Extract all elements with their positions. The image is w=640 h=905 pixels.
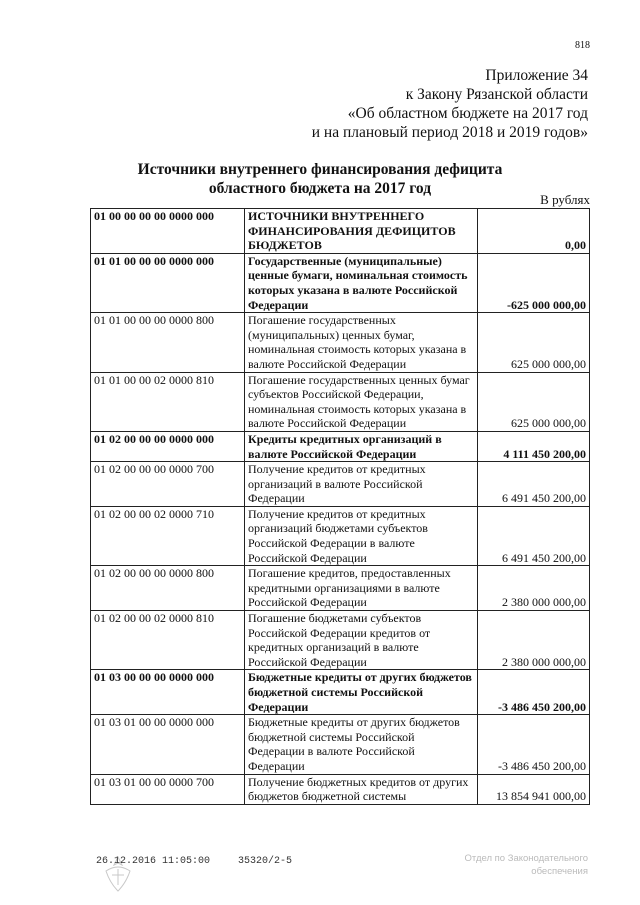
row-name: ИСТОЧНИКИ ВНУТРЕННЕГО ФИНАНСИРОВАНИЯ ДЕФИЦИТОВ БЮДЖЕТОВ: [245, 209, 478, 254]
row-amount: 625 000 000,00: [478, 313, 590, 372]
row-name: Бюджетные кредиты от других бюджетов бюджетной системы Российской Федерации: [245, 670, 478, 715]
table-row: [91, 209, 590, 254]
table-row: [91, 670, 590, 715]
row-code: 01 02 00 00 02 0000 810: [91, 611, 245, 670]
appendix-line-4: и на плановый период 2018 и 2019 годов»: [311, 124, 588, 141]
table-body: [91, 209, 590, 805]
row-name: Государственные (муниципальные) ценные бумаги, номинальная стоимость которых указана в валюте Российской Федерации: [245, 253, 478, 312]
table-row: [91, 506, 590, 565]
table-row: [91, 431, 590, 461]
row-code: 01 02 00 00 00 0000 700: [91, 462, 245, 507]
row-amount: 625 000 000,00: [478, 372, 590, 431]
row-name: Получение бюджетных кредитов от других бюджетов бюджетной системы: [245, 774, 478, 804]
table-row: [91, 313, 590, 372]
department-watermark: [438, 852, 588, 878]
title-line-1: Источники внутреннего финансирования дефицита: [137, 161, 503, 178]
row-code: 01 01 00 00 00 0000 800: [91, 313, 245, 372]
financing-sources-table: [90, 208, 590, 805]
row-name: Получение кредитов от кредитных организаций бюджетами субъектов Российской Федерации в валюте Российской Федерации: [245, 506, 478, 565]
row-code: 01 02 00 00 02 0000 710: [91, 506, 245, 565]
row-name: Погашение государственных ценных бумаг субъектов Российской Федерации, номинальная стоимость которых указана в валюте Российской Федерации: [245, 372, 478, 431]
appendix-line-1: Приложение 34: [485, 67, 588, 84]
footer-doc-id: 35320/2-5: [238, 856, 293, 867]
table-row: [91, 715, 590, 774]
row-code: 01 02 00 00 00 0000 000: [91, 431, 245, 461]
row-name: Погашение бюджетами субъектов Российской Федерации кредитов от кредитных организаций в валюте Российской Федерации: [245, 611, 478, 670]
footer-meta: [96, 856, 314, 867]
footer-date: 26.12.2016 11:05:00: [96, 856, 211, 867]
table-row: [91, 611, 590, 670]
row-amount: 6 491 450 200,00: [478, 506, 590, 565]
department-line-1: Отдел по Законодательного: [464, 853, 588, 864]
unit-label: В рублях: [540, 192, 590, 207]
row-code: 01 03 01 00 00 0000 000: [91, 715, 245, 774]
row-name: Получение кредитов от кредитных организаций в валюте Российской Федерации: [245, 462, 478, 507]
appendix-line-3: «Об областном бюджете на 2017 год: [347, 105, 588, 122]
row-name: Кредиты кредитных организаций в валюте Российской Федерации: [245, 431, 478, 461]
table-row: [91, 566, 590, 611]
row-code: 01 01 00 00 02 0000 810: [91, 372, 245, 431]
title-line-2: областного бюджета на 2017 год: [208, 180, 432, 197]
row-amount: 6 491 450 200,00: [478, 462, 590, 507]
department-line-2: обеспечения: [531, 866, 588, 877]
row-amount: -3 486 450 200,00: [478, 670, 590, 715]
table-row: [91, 774, 590, 804]
row-amount: -3 486 450 200,00: [478, 715, 590, 774]
row-name: Погашение государственных (муниципальных) ценных бумаг, номинальная стоимость которых указана в валюте Российской Федерации: [245, 313, 478, 372]
row-code: 01 00 00 00 00 0000 000: [91, 209, 245, 254]
row-code: 01 02 00 00 00 0000 800: [91, 566, 245, 611]
row-amount: 2 380 000 000,00: [478, 566, 590, 611]
row-name: Погашение кредитов, предоставленных кредитными организациями в валюте Российской Федерации: [245, 566, 478, 611]
row-amount: 2 380 000 000,00: [478, 611, 590, 670]
row-amount: 13 854 941 000,00: [478, 774, 590, 804]
row-amount: 0,00: [478, 209, 590, 254]
table-row: [91, 462, 590, 507]
row-code: 01 03 01 00 00 0000 700: [91, 774, 245, 804]
appendix-line-2: к Закону Рязанской области: [405, 86, 588, 103]
row-amount: 4 111 450 200,00: [478, 431, 590, 461]
row-code: 01 01 00 00 00 0000 000: [91, 253, 245, 312]
table-row: [91, 372, 590, 431]
row-name: Бюджетные кредиты от других бюджетов бюджетной системы Российской Федерации в валюте Российской Федерации: [245, 715, 478, 774]
document-title: [100, 160, 540, 198]
row-code: 01 03 00 00 00 0000 000: [91, 670, 245, 715]
row-amount: -625 000 000,00: [478, 253, 590, 312]
table-row: [91, 253, 590, 312]
page-number: 818: [575, 40, 590, 51]
appendix-header: [168, 66, 588, 142]
